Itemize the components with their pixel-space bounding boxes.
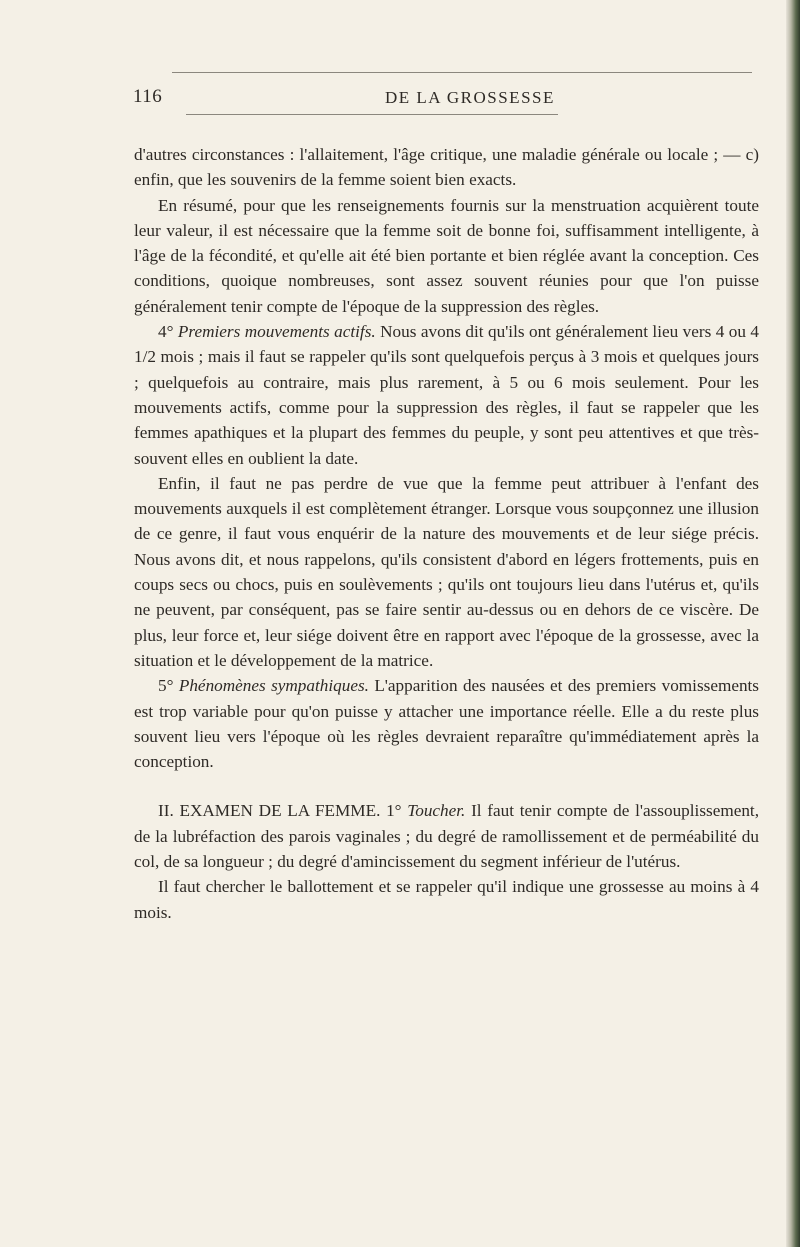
paragraph-1: d'autres circonstances : l'allaitement, l'âge critique, une maladie générale ou locale ; — c) enfin, que les souvenirs de la femme soient bien exacts.: [134, 145, 759, 190]
section-title-phenomenes: Phénomènes sympathiques.: [178, 676, 369, 696]
paragraph-5: [134, 673, 759, 774]
header-rule-top: [172, 72, 752, 73]
page-edge: [786, 0, 800, 1247]
paragraph-2: En résumé, pour que les renseignements fournis sur la menstruation acquièrent toute leur valeur, il est nécessaire que la femme soit de bonne foi, suffisamment intelligente, à l'âge de la fécondité, et qu'elle ait été bien portante et bien réglée avant la conception. Ces conditions, quoique nombreuses, sont assez souvent réunies pour que l'on puisse généralement tenir compte de l'époque de la suppression des règles.: [134, 195, 759, 316]
item-number-5: 5°: [158, 676, 174, 696]
item-number-1: 1°: [386, 801, 402, 821]
running-title: DE LA GROSSESSE: [385, 88, 555, 107]
paragraph-5-text: L'apparition des nausées et des premiers vomissements est trop variable pour qu'on puisse y attacher une importance réelle. Elle a du reste plus souvent lieu vers l'époque où les règles devraient reparaître qu'immédiatement après la conception.: [134, 676, 759, 772]
section-heading-examen: II. EXAMEN DE LA FEMME.: [158, 801, 381, 821]
paragraph-4: Enfin, il faut ne pas perdre de vue que la femme peut attribuer à l'enfant des mouvements auxquels il est complètement étranger. Lorsque vous soupçonnez une illusion de ce genre, il faut vous enquérir de la nature des mouvements et de leur siége précis. Nous avons dit, et nous rappelons, qu'ils consistent d'abord en légers frottements, puis en coups secs ou chocs, puis en soulèvements ; qu'ils ont toujours lieu dans l'utérus et, qu'ils ne peuvent, par conséquent, pas se faire sentir au-dessus ou en dehors de ce viscère. De plus, leur force et, leur siége doivent être en rapport avec l'époque de la grossesse, avec la situation et le développement de la matrice.: [134, 473, 759, 670]
paragraph-6-text: Il faut tenir compte de l'assouplissement, de la lubréfaction des parois vaginales ; du degré de ramollissement et de perméabilité du col, de sa longueur ; du degré d'amincissement du segment inférieur de l'utérus.: [134, 801, 759, 872]
header-rule-bottom: [186, 114, 558, 115]
paragraph-6: [134, 798, 759, 874]
page-header: [133, 86, 758, 112]
section-title-premiers-mouvements: Premiers mouvements actifs.: [177, 322, 376, 342]
section-gap: [134, 774, 759, 798]
paragraph-3-text: Nous avons dit qu'ils ont généralement lieu vers 4 ou 4 1/2 mois ; mais il faut se rappeler qu'ils sont quelquefois perçus à 3 mois et quelques jours ; quelquefois au contraire, mais plus rarement, à 5 ou 6 mois seulement. Pour les mouvements actifs, comme pour la suppression des règles, il faut se rappeler que les femmes apathiques et la plupart des femmes du peuple, y sont peu attentives et que très-souvent elles en oublient la date.: [134, 322, 759, 468]
section-title-toucher: Toucher.: [407, 801, 466, 821]
page-number: 116: [133, 86, 163, 107]
page-body: [134, 142, 759, 925]
paragraph-7: Il faut chercher le ballottement et se rappeler qu'il indique une grossesse au moins à 4 mois.: [134, 877, 759, 922]
paragraph-3: [134, 319, 759, 471]
item-number-4: 4°: [158, 322, 174, 342]
